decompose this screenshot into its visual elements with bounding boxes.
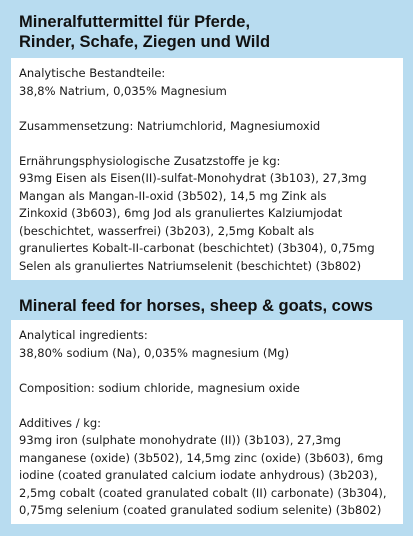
- german-additives-line: 93mg Eisen als Eisen(II)-sulfat-Monohydrat (3b103), 27,3mg: [19, 171, 367, 185]
- german-additives-line: Ernährungsphysiologische Zusatzstoffe je kg:: [19, 153, 281, 168]
- english-composition-text: Composition: sodium chloride, magnesium oxide: [19, 380, 300, 395]
- german-info-panel: [11, 58, 403, 280]
- german-additives-line: Selen als granuliertes Natriumselenit (beschichtet) (3b802): [19, 258, 362, 273]
- english-analytical-heading: Analytical ingredients:: [19, 328, 148, 342]
- english-additives-line: manganese (oxide) (3b502), 14,5mg zinc (oxide) (3b603), 6mg: [19, 450, 384, 465]
- german-additives-line: Mangan als Mangan-II-oxid (3b502), 14,5 mg Zink als: [19, 188, 327, 203]
- german-title-line-2: Rinder, Schafe, Ziegen und Wild: [19, 33, 271, 51]
- english-additives-line: 93mg iron (sulphate monohydrate (II)) (3b103), 27,3mg: [19, 433, 342, 447]
- german-composition: [19, 118, 397, 136]
- german-analytical-constituents: [19, 65, 397, 100]
- english-additives-line: Additives / kg:: [19, 415, 102, 430]
- german-title-line-1: Mineralfuttermittel für Pferde,: [19, 13, 251, 31]
- german-title: [19, 12, 405, 52]
- english-analytical-value: 38,80% sodium (Na), 0,035% magnesium (Mg): [19, 345, 290, 360]
- english-analytical-ingredients: [19, 327, 397, 362]
- english-composition: [19, 380, 397, 398]
- german-additives: [19, 153, 397, 276]
- english-title-text: Mineral feed for horses, sheep & goats, cows: [19, 297, 373, 315]
- english-additives: [19, 415, 397, 520]
- english-additives-line: 0,75mg selenium (coated granulated sodium selenite) (3b802): [19, 503, 382, 517]
- english-additives-line: iodine (coated granulated calcium iodate anhydrous) (3b203),: [19, 468, 378, 482]
- german-composition-text: Zusammensetzung: Natriumchlorid, Magnesiumoxid: [19, 118, 321, 133]
- german-additives-line: granuliertes Kobalt-II-carbonat (beschichtet) (3b304), 0,75mg: [19, 241, 375, 255]
- german-analytical-heading: Analytische Bestandteile:: [19, 66, 166, 80]
- german-additives-line: Zinkoxid (3b603), 6mg Jod als granuliertes Kalziumjodat: [19, 206, 343, 220]
- english-title: [19, 296, 405, 316]
- german-analytical-value: 38,8% Natrium, 0,035% Magnesium: [19, 83, 227, 98]
- english-additives-line: 2,5mg cobalt (coated granulated cobalt (II) carbonate) (3b304),: [19, 485, 387, 500]
- english-info-panel: [11, 320, 403, 524]
- german-additives-line: (beschichtet, wasserfrei) (3b203), 2,5mg Kobalt als: [19, 223, 315, 238]
